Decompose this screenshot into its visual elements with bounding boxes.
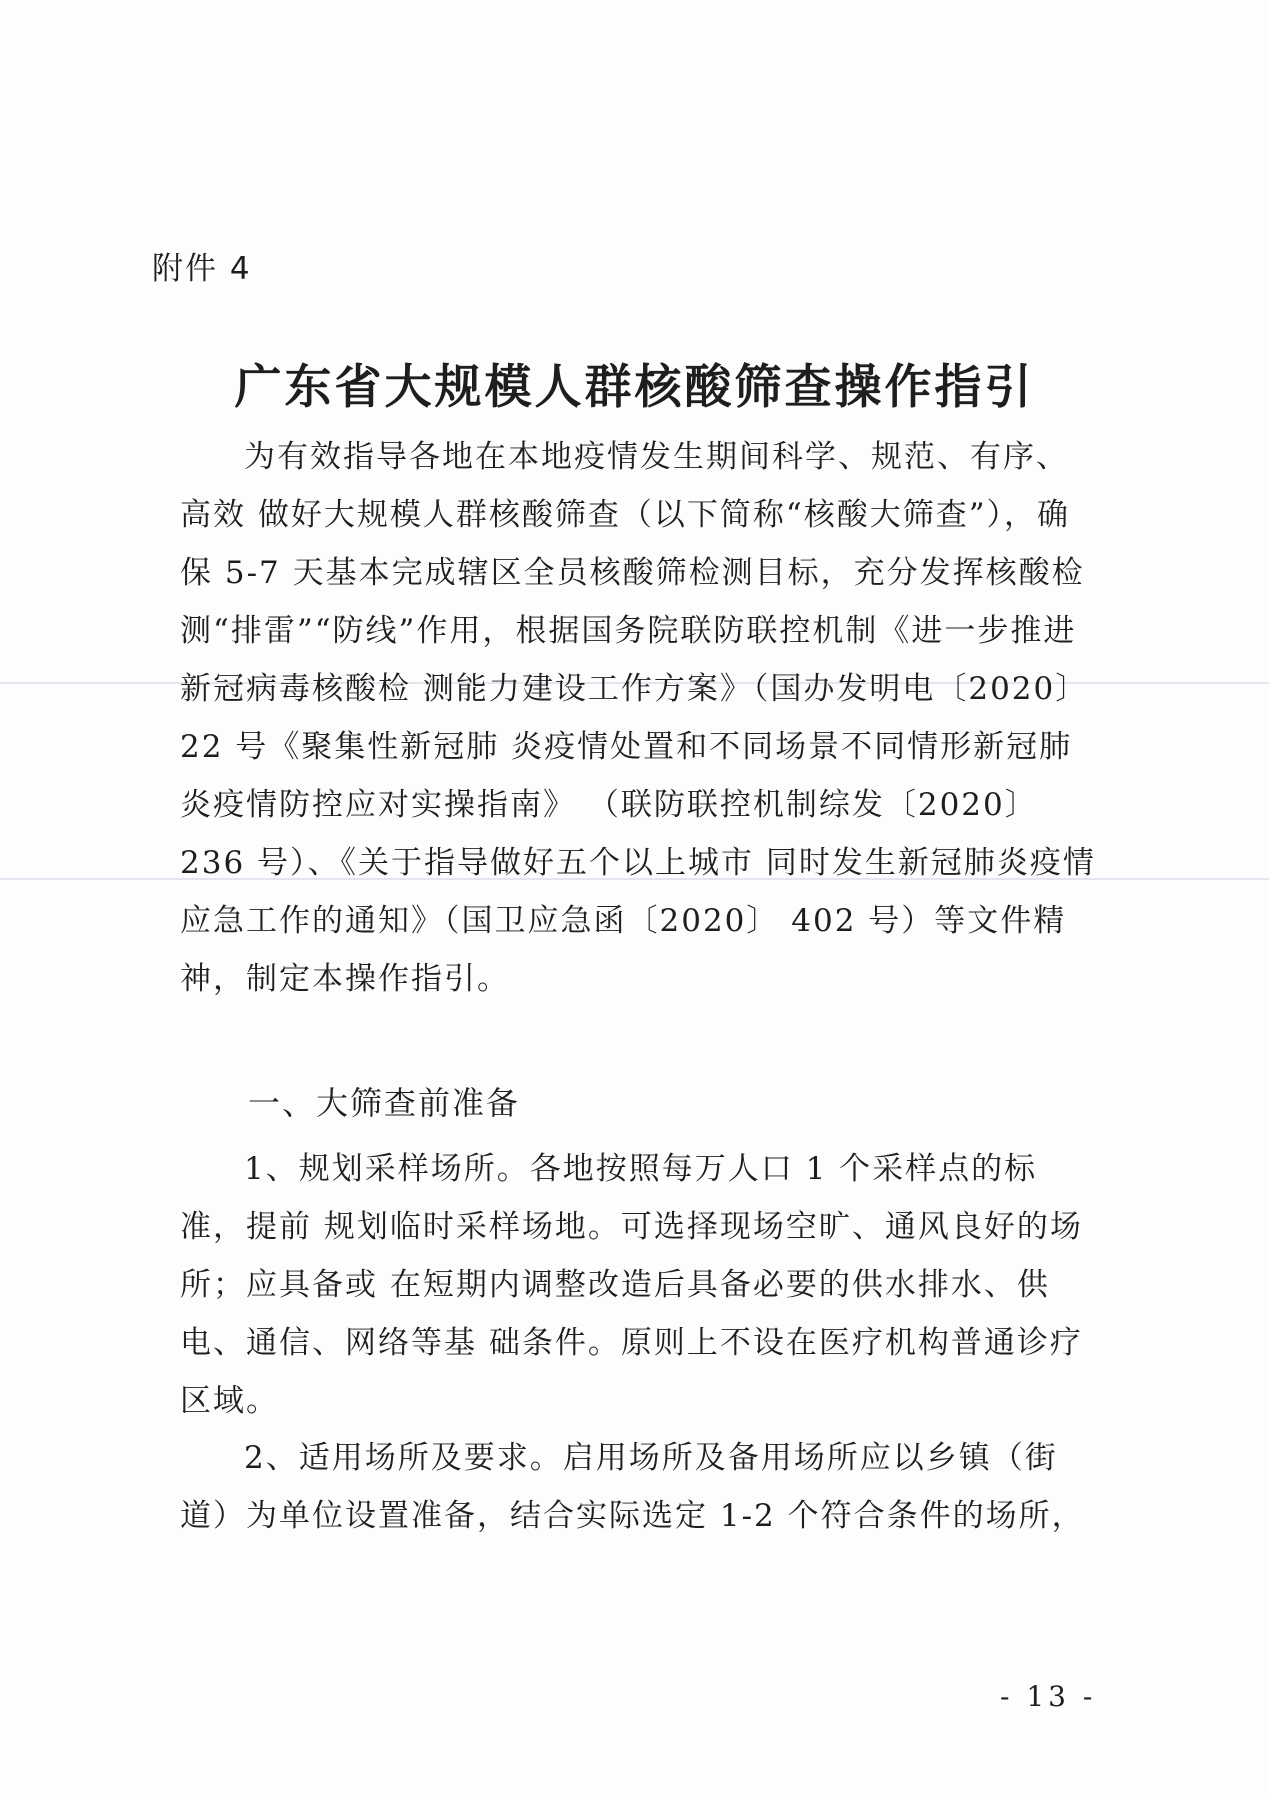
item-2-block — [180, 1429, 1100, 1545]
item-2-paragraph: 2、适用场所及要求。启用场所及备用场所应以乡镇（街道）为单位设置准备，结合实际选定 1-2 个符合条件的场所， — [180, 1440, 1085, 1534]
section-heading: 一、大筛查前准备 — [248, 1084, 521, 1122]
document-title: 广东省大规模人群核酸筛查操作指引 — [234, 360, 1035, 415]
intro-paragraph-block — [180, 428, 1100, 1008]
intro-paragraph: 为有效指导各地在本地疫情发生期间科学、规范、有序、高效 做好大规模人群核酸筛查（以下简称“核酸大筛查”），确保 5-7 天基本完成辖区全员核酸筛检测目标，充分发挥核酸检测“排雷”“防线”作用，根据国务院联防联控机制《进一步推进新冠病毒核酸检 测能力建设工作方案》（国办发明电〔2020〕 22 号《聚集性新冠肺 炎疫情处置和不同场景不同情形新冠肺炎疫情防控应对实操指南》 （联防联控机制综发〔2020〕 236 号）、《关于指导做好五个以上城市 同时发生新冠肺炎疫情应急工作的通知》（国卫应急函〔2020〕 402 号）等文件精神，制定本操作指引。 — [180, 439, 1096, 997]
attachment-label: 附件 4 — [152, 251, 252, 287]
item-1-paragraph: 1、规划采样场所。各地按照每万人口 1 个采样点的标准，提前 规划临时采样场地。可选择现场空旷、通风良好的场所；应具备或 在短期内调整改造后具备必要的供水排水、供电、通信、网络等基 础条件。原则上不设在医疗机构普通诊疗区域。 — [180, 1151, 1083, 1419]
page-number: - 13 - — [1000, 1680, 1097, 1713]
item-1-block — [180, 1140, 1100, 1430]
